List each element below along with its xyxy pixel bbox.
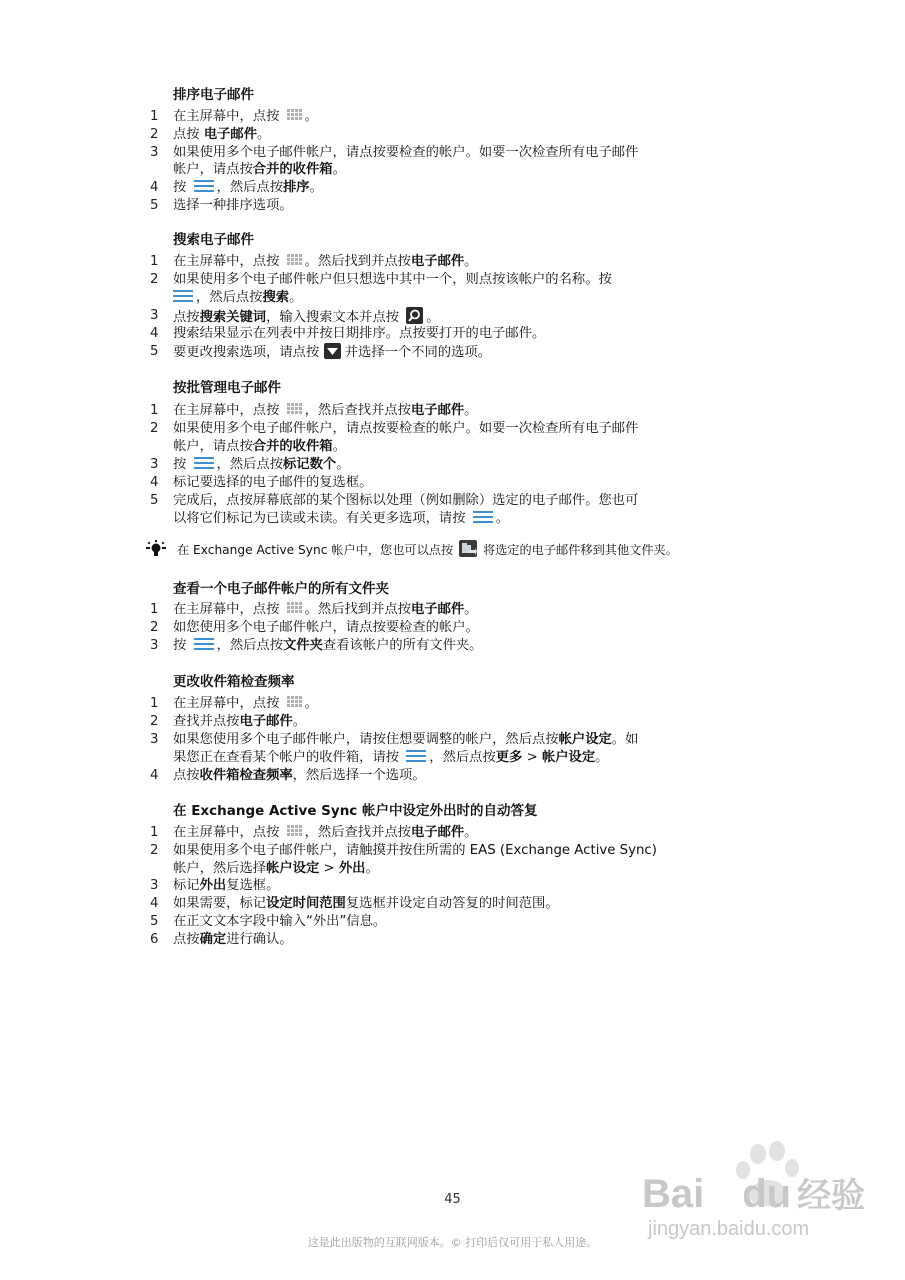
ui-term: 排序 bbox=[283, 180, 310, 195]
ui-term: 确定 bbox=[199, 932, 227, 947]
step-text: 点按 bbox=[173, 310, 200, 325]
step-number: 4 bbox=[150, 896, 159, 911]
menu-icon bbox=[173, 289, 193, 304]
step-text: 。然后找到并点按 bbox=[304, 602, 411, 617]
step-text: > bbox=[522, 750, 542, 765]
apps-grid-icon bbox=[287, 403, 302, 417]
step-number: 4 bbox=[150, 768, 159, 783]
step-text: 按 bbox=[173, 180, 191, 195]
step-continuation bbox=[173, 749, 608, 767]
section-title-folders: 查看一个电子邮件帐户的所有文件夹 bbox=[173, 581, 389, 597]
menu-icon bbox=[473, 510, 493, 525]
ui-term: 合并的收件箱 bbox=[252, 439, 333, 454]
step-continuation bbox=[173, 510, 509, 528]
step-text: 。 bbox=[426, 310, 440, 325]
step-text: ，然后点按 bbox=[429, 750, 496, 765]
section-title-sort: 排序电子邮件 bbox=[173, 87, 254, 103]
ui-term: 帐户设定 bbox=[541, 750, 596, 765]
step-text: 。 bbox=[365, 861, 379, 876]
step-text: > bbox=[319, 861, 339, 876]
step-text: 复选框。 bbox=[226, 878, 280, 893]
step-number: 5 bbox=[150, 493, 159, 508]
apps-grid-icon bbox=[287, 696, 302, 710]
step-text: 帐户，然后选择 bbox=[173, 861, 267, 876]
page-number: 45 bbox=[444, 1192, 461, 1207]
apps-grid-icon bbox=[287, 602, 302, 616]
step-text: 。 bbox=[309, 180, 323, 195]
tip-text: 将选定的电子邮件移到其他文件夹。 bbox=[479, 543, 678, 557]
step-text: 以将它们标记为已读或未读。有关更多选项，请按 bbox=[173, 511, 470, 526]
step-text: 在主屏幕中，点按 bbox=[173, 403, 284, 418]
ui-term: 电子邮件 bbox=[410, 403, 465, 418]
step-text: ，然后选择一个选项。 bbox=[292, 768, 426, 783]
step-number: 3 bbox=[150, 878, 159, 893]
step-text: 。 bbox=[332, 439, 346, 454]
step-number: 2 bbox=[150, 714, 159, 729]
step-text: 。如 bbox=[611, 732, 639, 747]
step-number: 1 bbox=[150, 403, 159, 418]
step-text: 。 bbox=[464, 254, 478, 269]
section-title-check-frequency: 更改收件箱检查频率 bbox=[173, 674, 295, 690]
step-text: ，然后点按 bbox=[216, 638, 284, 653]
step-text: 。 bbox=[464, 825, 478, 840]
step-number: 5 bbox=[150, 914, 159, 929]
ui-term: 合并的收件箱 bbox=[252, 162, 333, 177]
step-text: 。 bbox=[464, 602, 478, 617]
search-icon bbox=[406, 307, 423, 324]
step-text: 标记要选择的电子邮件的复选框。 bbox=[173, 475, 373, 490]
step-continuation bbox=[173, 438, 346, 456]
watermark-url: jingyan.baidu.com bbox=[648, 1218, 810, 1240]
step-text: 在主屏幕中，点按 bbox=[173, 602, 284, 617]
step-continuation bbox=[173, 860, 379, 878]
ui-term: 电子邮件 bbox=[203, 127, 258, 142]
step-text: 。 bbox=[289, 290, 303, 305]
ui-term: 搜索 bbox=[262, 290, 290, 305]
apps-grid-icon bbox=[287, 825, 302, 839]
step-number: 4 bbox=[150, 475, 159, 490]
step-text: 。 bbox=[464, 403, 478, 418]
menu-icon bbox=[194, 637, 214, 652]
step-text: 。 bbox=[336, 457, 350, 472]
step-text: 查看该帐户的所有文件夹。 bbox=[322, 638, 483, 653]
step-number: 2 bbox=[150, 620, 159, 635]
step-text: 如果使用多个电子邮件帐户，请点按要检查的帐户。如要一次检查所有电子邮件 bbox=[173, 421, 639, 436]
step-text: ，然后点按 bbox=[196, 290, 263, 305]
step-text: 。 bbox=[495, 511, 510, 526]
step-number: 3 bbox=[150, 308, 159, 323]
ui-term: 帐户设定 bbox=[558, 732, 612, 747]
step-number: 3 bbox=[150, 457, 159, 472]
step-text: 并选择一个不同的选项。 bbox=[340, 345, 491, 360]
menu-icon bbox=[194, 456, 214, 471]
tip-text: 在 Exchange Active Sync 帐户中，您也可以点按 bbox=[177, 543, 458, 557]
step-text: 在主屏幕中，点按 bbox=[173, 825, 284, 840]
step-text: 完成后，点按屏幕底部的某个图标以处理（例如删除）选定的电子邮件。您也可 bbox=[173, 493, 639, 508]
step-text: 。 bbox=[292, 714, 306, 729]
step-number: 1 bbox=[150, 109, 159, 124]
ui-term: 电子邮件 bbox=[410, 254, 465, 269]
step-text: 按 bbox=[173, 638, 191, 653]
step-text: 按 bbox=[173, 457, 191, 472]
apps-grid-icon bbox=[287, 254, 302, 268]
lightbulb-icon bbox=[144, 540, 168, 558]
step-number: 2 bbox=[150, 843, 159, 858]
apps-grid-icon bbox=[287, 109, 302, 123]
ui-term: 电子邮件 bbox=[410, 602, 465, 617]
ui-term: 电子邮件 bbox=[239, 714, 293, 729]
ui-term: 外出 bbox=[338, 861, 366, 876]
step-text: 。 bbox=[304, 109, 318, 124]
step-number: 1 bbox=[150, 254, 159, 269]
step-text: 点按 bbox=[173, 768, 200, 783]
step-text: 如果使用多个电子邮件帐户，请触摸并按住所需的 EAS (Exchange Active Sync) bbox=[173, 843, 657, 858]
menu-icon bbox=[406, 749, 426, 764]
step-text: 在主屏幕中，点按 bbox=[173, 109, 284, 124]
step-text: 在正文文本字段中输入“外出”信息。 bbox=[173, 914, 387, 929]
section-title-auto-reply: 在 Exchange Active Sync 帐户中设定外出时的自动答复 bbox=[173, 803, 538, 819]
menu-icon bbox=[194, 179, 214, 194]
ui-term: 更多 bbox=[495, 750, 523, 765]
step-text: 复选框并设定自动答复的时间范围。 bbox=[345, 896, 559, 911]
ui-term: 外出 bbox=[199, 878, 227, 893]
step-text: 搜索结果显示在列表中并按日期排序。点按要打开的电子邮件。 bbox=[173, 326, 546, 341]
step-number: 1 bbox=[150, 602, 159, 617]
section-title-search: 搜索电子邮件 bbox=[173, 232, 254, 248]
step-text: 在主屏幕中，点按 bbox=[173, 254, 284, 269]
step-text: 进行确认。 bbox=[226, 932, 293, 947]
step-text: 选择一种排序选项。 bbox=[173, 198, 293, 213]
step-text: 在主屏幕中，点按 bbox=[173, 696, 284, 711]
step-number: 1 bbox=[150, 825, 159, 840]
ui-term: 标记数个 bbox=[283, 457, 337, 472]
step-number: 5 bbox=[150, 198, 159, 213]
step-number: 2 bbox=[150, 272, 159, 287]
step-number: 4 bbox=[150, 180, 159, 195]
section-title-batch: 按批管理电子邮件 bbox=[173, 380, 281, 396]
step-number: 3 bbox=[150, 638, 159, 653]
step-text: 帐户，请点按 bbox=[173, 439, 253, 454]
step-text: 。然后找到并点按 bbox=[304, 254, 411, 269]
step-text: ，然后查找并点按 bbox=[304, 825, 411, 840]
step-text: 果您正在查看某个帐户的收件箱，请按 bbox=[173, 750, 404, 765]
step-text: 标记 bbox=[173, 878, 200, 893]
copyright-footer: 这是此出版物的互联网版本。© 打印后仅可用于私人用途。 bbox=[307, 1236, 598, 1249]
step-number: 2 bbox=[150, 421, 159, 436]
step-text: 要更改搜索选项，请点按 bbox=[173, 345, 324, 360]
ui-term: 设定时间范围 bbox=[266, 896, 346, 911]
step-number: 3 bbox=[150, 732, 159, 747]
step-text: ，输入搜索文本并点按 bbox=[266, 310, 404, 325]
step-number: 6 bbox=[150, 932, 159, 947]
step-number: 5 bbox=[150, 344, 159, 359]
step-text: ，然后点按 bbox=[216, 457, 284, 472]
step-number: 4 bbox=[150, 326, 159, 341]
step-text: 如果需要，标记 bbox=[173, 896, 267, 911]
step-text: ，然后点按 bbox=[216, 180, 284, 195]
step-text: 。 bbox=[595, 750, 609, 765]
step-text: 点按 bbox=[173, 127, 204, 142]
move-folder-icon bbox=[459, 540, 477, 557]
ui-term: 电子邮件 bbox=[410, 825, 465, 840]
ui-term: 帐户设定 bbox=[266, 861, 320, 876]
step-text: 帐户，请点按 bbox=[173, 162, 253, 177]
ui-term: 搜索关键词 bbox=[199, 310, 267, 325]
step-number: 2 bbox=[150, 127, 159, 142]
step-text: 如果使用多个电子邮件帐户但只想选中其中一个，则点按该帐户的名称。按 bbox=[173, 272, 612, 287]
step-text: ，然后查找并点按 bbox=[304, 403, 411, 418]
step-text: 如您使用多个电子邮件帐户，请点按要检查的帐户。 bbox=[173, 620, 479, 635]
watermark-brand: du bbox=[742, 1172, 792, 1216]
dropdown-arrow-icon bbox=[324, 343, 341, 359]
ui-term: 文件夹 bbox=[283, 638, 323, 653]
step-text: 。 bbox=[257, 127, 271, 142]
step-continuation bbox=[173, 289, 302, 307]
step-number: 1 bbox=[150, 696, 159, 711]
step-number: 3 bbox=[150, 145, 159, 160]
step-text: 查找并点按 bbox=[173, 714, 240, 729]
step-continuation bbox=[173, 161, 346, 179]
step-text: 。 bbox=[304, 696, 318, 711]
step-text: 如果使用多个电子邮件帐户，请点按要检查的帐户。如要一次检查所有电子邮件 bbox=[173, 145, 639, 160]
watermark-brand: Bai bbox=[642, 1172, 705, 1216]
step-text: 如果您使用多个电子邮件帐户，请按住想要调整的帐户，然后点按 bbox=[173, 732, 559, 747]
step-text: 点按 bbox=[173, 932, 200, 947]
watermark-brand-cn: 经验 bbox=[797, 1177, 866, 1215]
step-text: 。 bbox=[332, 162, 346, 177]
ui-term: 收件箱检查频率 bbox=[199, 768, 293, 783]
baidu-watermark bbox=[640, 1140, 870, 1270]
